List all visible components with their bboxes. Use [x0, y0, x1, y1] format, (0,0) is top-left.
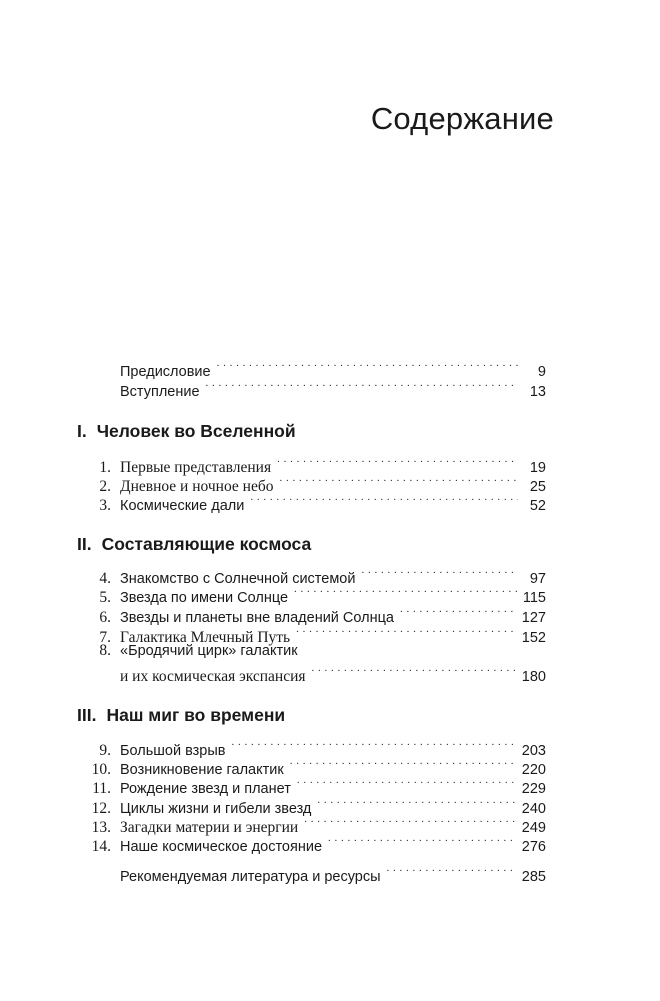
- chapter-number: 11.: [92, 780, 111, 797]
- toc-entry-page: 240: [521, 801, 546, 817]
- toc-entry-chapter-6[interactable]: [85, 602, 546, 626]
- dot-leader: [294, 582, 517, 602]
- dot-leader: [361, 563, 518, 583]
- toc-entry-chapter-13[interactable]: [85, 812, 546, 836]
- toc-entry-page: 203: [521, 743, 546, 759]
- toc-entry-label: Наше космическое достояние: [120, 839, 323, 855]
- dot-leader: [217, 356, 518, 376]
- toc-entry-page: 52: [529, 498, 546, 514]
- toc-entry-chapter-8[interactable]: [85, 641, 546, 661]
- dot-leader: [328, 831, 516, 851]
- chapter-number: 12.: [91, 800, 111, 817]
- dot-leader: [400, 602, 516, 622]
- toc-entry-label: Космические дали: [120, 498, 245, 514]
- toc-entry-preface[interactable]: [120, 356, 546, 380]
- toc-entry-chapter-12[interactable]: [85, 793, 546, 817]
- toc-entry-introduction[interactable]: [120, 376, 546, 400]
- toc-entry-chapter-2[interactable]: [85, 471, 546, 495]
- toc-entry-page: 276: [521, 839, 546, 855]
- toc-entry-page: 180: [521, 669, 546, 685]
- toc-entry-label: Знакомство с Солнечной системой: [120, 571, 356, 587]
- chapter-number: 14.: [91, 838, 111, 855]
- toc-entry-chapter-8-continued[interactable]: [120, 661, 546, 685]
- toc-entry-label: «Бродячий цирк» галактик: [120, 643, 298, 659]
- toc-entry-label-continued: и их космическая экспансия: [120, 668, 306, 685]
- toc-entry-page: 19: [529, 460, 546, 476]
- toc-entry-label: Циклы жизни и гибели звезд: [120, 801, 312, 817]
- toc-entry-page: 285: [521, 869, 546, 885]
- toc-entry-page: 127: [521, 610, 546, 626]
- toc-entry-page: 25: [529, 479, 546, 495]
- part-heading-2[interactable]: [77, 534, 311, 555]
- toc-entry-label: Звезды и планеты вне владений Солнца: [120, 610, 394, 626]
- toc-entry-label: Рождение звезд и планет: [120, 781, 291, 797]
- dot-leader: [290, 754, 516, 774]
- chapter-number: 7.: [99, 629, 111, 646]
- toc-entry-chapter-11[interactable]: [85, 773, 546, 797]
- chapter-number: 9.: [99, 742, 111, 759]
- toc-entry-chapter-4[interactable]: [85, 563, 546, 587]
- dot-leader: [296, 622, 516, 642]
- toc-entry-page: 220: [521, 762, 546, 778]
- toc-entry-chapter-3[interactable]: [85, 490, 546, 514]
- toc-entry-page: 152: [521, 630, 546, 646]
- toc-entry-page: 229: [521, 781, 546, 797]
- toc-entry-chapter-1[interactable]: [85, 452, 546, 476]
- toc-entry-label: Большой взрыв: [120, 743, 226, 759]
- part-title: Составляющие космоса: [101, 534, 312, 554]
- chapter-number: 6.: [99, 609, 111, 626]
- toc-entry-label: Первые представления: [120, 459, 272, 476]
- chapter-number: 2.: [99, 478, 111, 495]
- chapter-number: 3.: [99, 497, 111, 514]
- chapter-number: 4.: [99, 570, 111, 587]
- dot-leader: [304, 812, 516, 832]
- toc-entry-page: 9: [537, 364, 546, 380]
- dot-leader: [250, 490, 518, 510]
- toc-entry-chapter-14[interactable]: [85, 831, 546, 855]
- part-heading-1[interactable]: [77, 421, 296, 442]
- toc-entry-page: 97: [529, 571, 546, 587]
- toc-entry-page: 249: [521, 820, 546, 836]
- page-title: Содержание: [370, 101, 554, 136]
- toc-entry-page: 115: [522, 590, 546, 606]
- toc-entry-label: Вступление: [120, 384, 200, 400]
- toc-entry-label: Возникновение галактик: [120, 762, 284, 778]
- part-title: Наш миг во времени: [106, 705, 286, 725]
- dot-leader: [297, 773, 516, 793]
- toc-entry-page: 13: [529, 384, 546, 400]
- part-number: I.: [77, 421, 87, 441]
- chapter-number: 5.: [99, 589, 111, 606]
- dot-leader: [231, 735, 515, 755]
- toc-entry-recommended-literature[interactable]: [120, 861, 546, 885]
- dot-leader: [279, 471, 518, 491]
- toc-entry-chapter-5[interactable]: [85, 582, 546, 606]
- chapter-number: 10.: [91, 761, 111, 778]
- part-title: Человек во Вселенной: [96, 421, 296, 441]
- dot-leader: [312, 661, 516, 681]
- chapter-number: 1.: [99, 459, 111, 476]
- toc-entry-chapter-9[interactable]: [85, 735, 546, 759]
- toc-entry-label: Рекомендуемая литература и ресурсы: [120, 869, 381, 885]
- toc-entry-label: Галактика Млечный Путь: [120, 629, 291, 646]
- toc-entry-label: Звезда по имени Солнце: [120, 590, 289, 606]
- part-number: III.: [77, 705, 97, 725]
- toc-entry-label: Загадки материи и энергии: [120, 819, 299, 836]
- toc-entry-label: Предисловие: [120, 364, 211, 380]
- dot-leader: [317, 793, 515, 813]
- part-number: II.: [77, 534, 92, 554]
- dot-leader: [277, 452, 518, 472]
- chapter-number: 13.: [91, 819, 111, 836]
- dot-leader: [387, 861, 516, 881]
- part-heading-3[interactable]: [77, 705, 285, 726]
- toc-entry-chapter-7[interactable]: [85, 622, 546, 646]
- toc-entry-chapter-10[interactable]: [85, 754, 546, 778]
- toc-entry-label: Дневное и ночное небо: [120, 478, 274, 495]
- dot-leader: [206, 376, 518, 396]
- chapter-number: 8.: [99, 642, 111, 659]
